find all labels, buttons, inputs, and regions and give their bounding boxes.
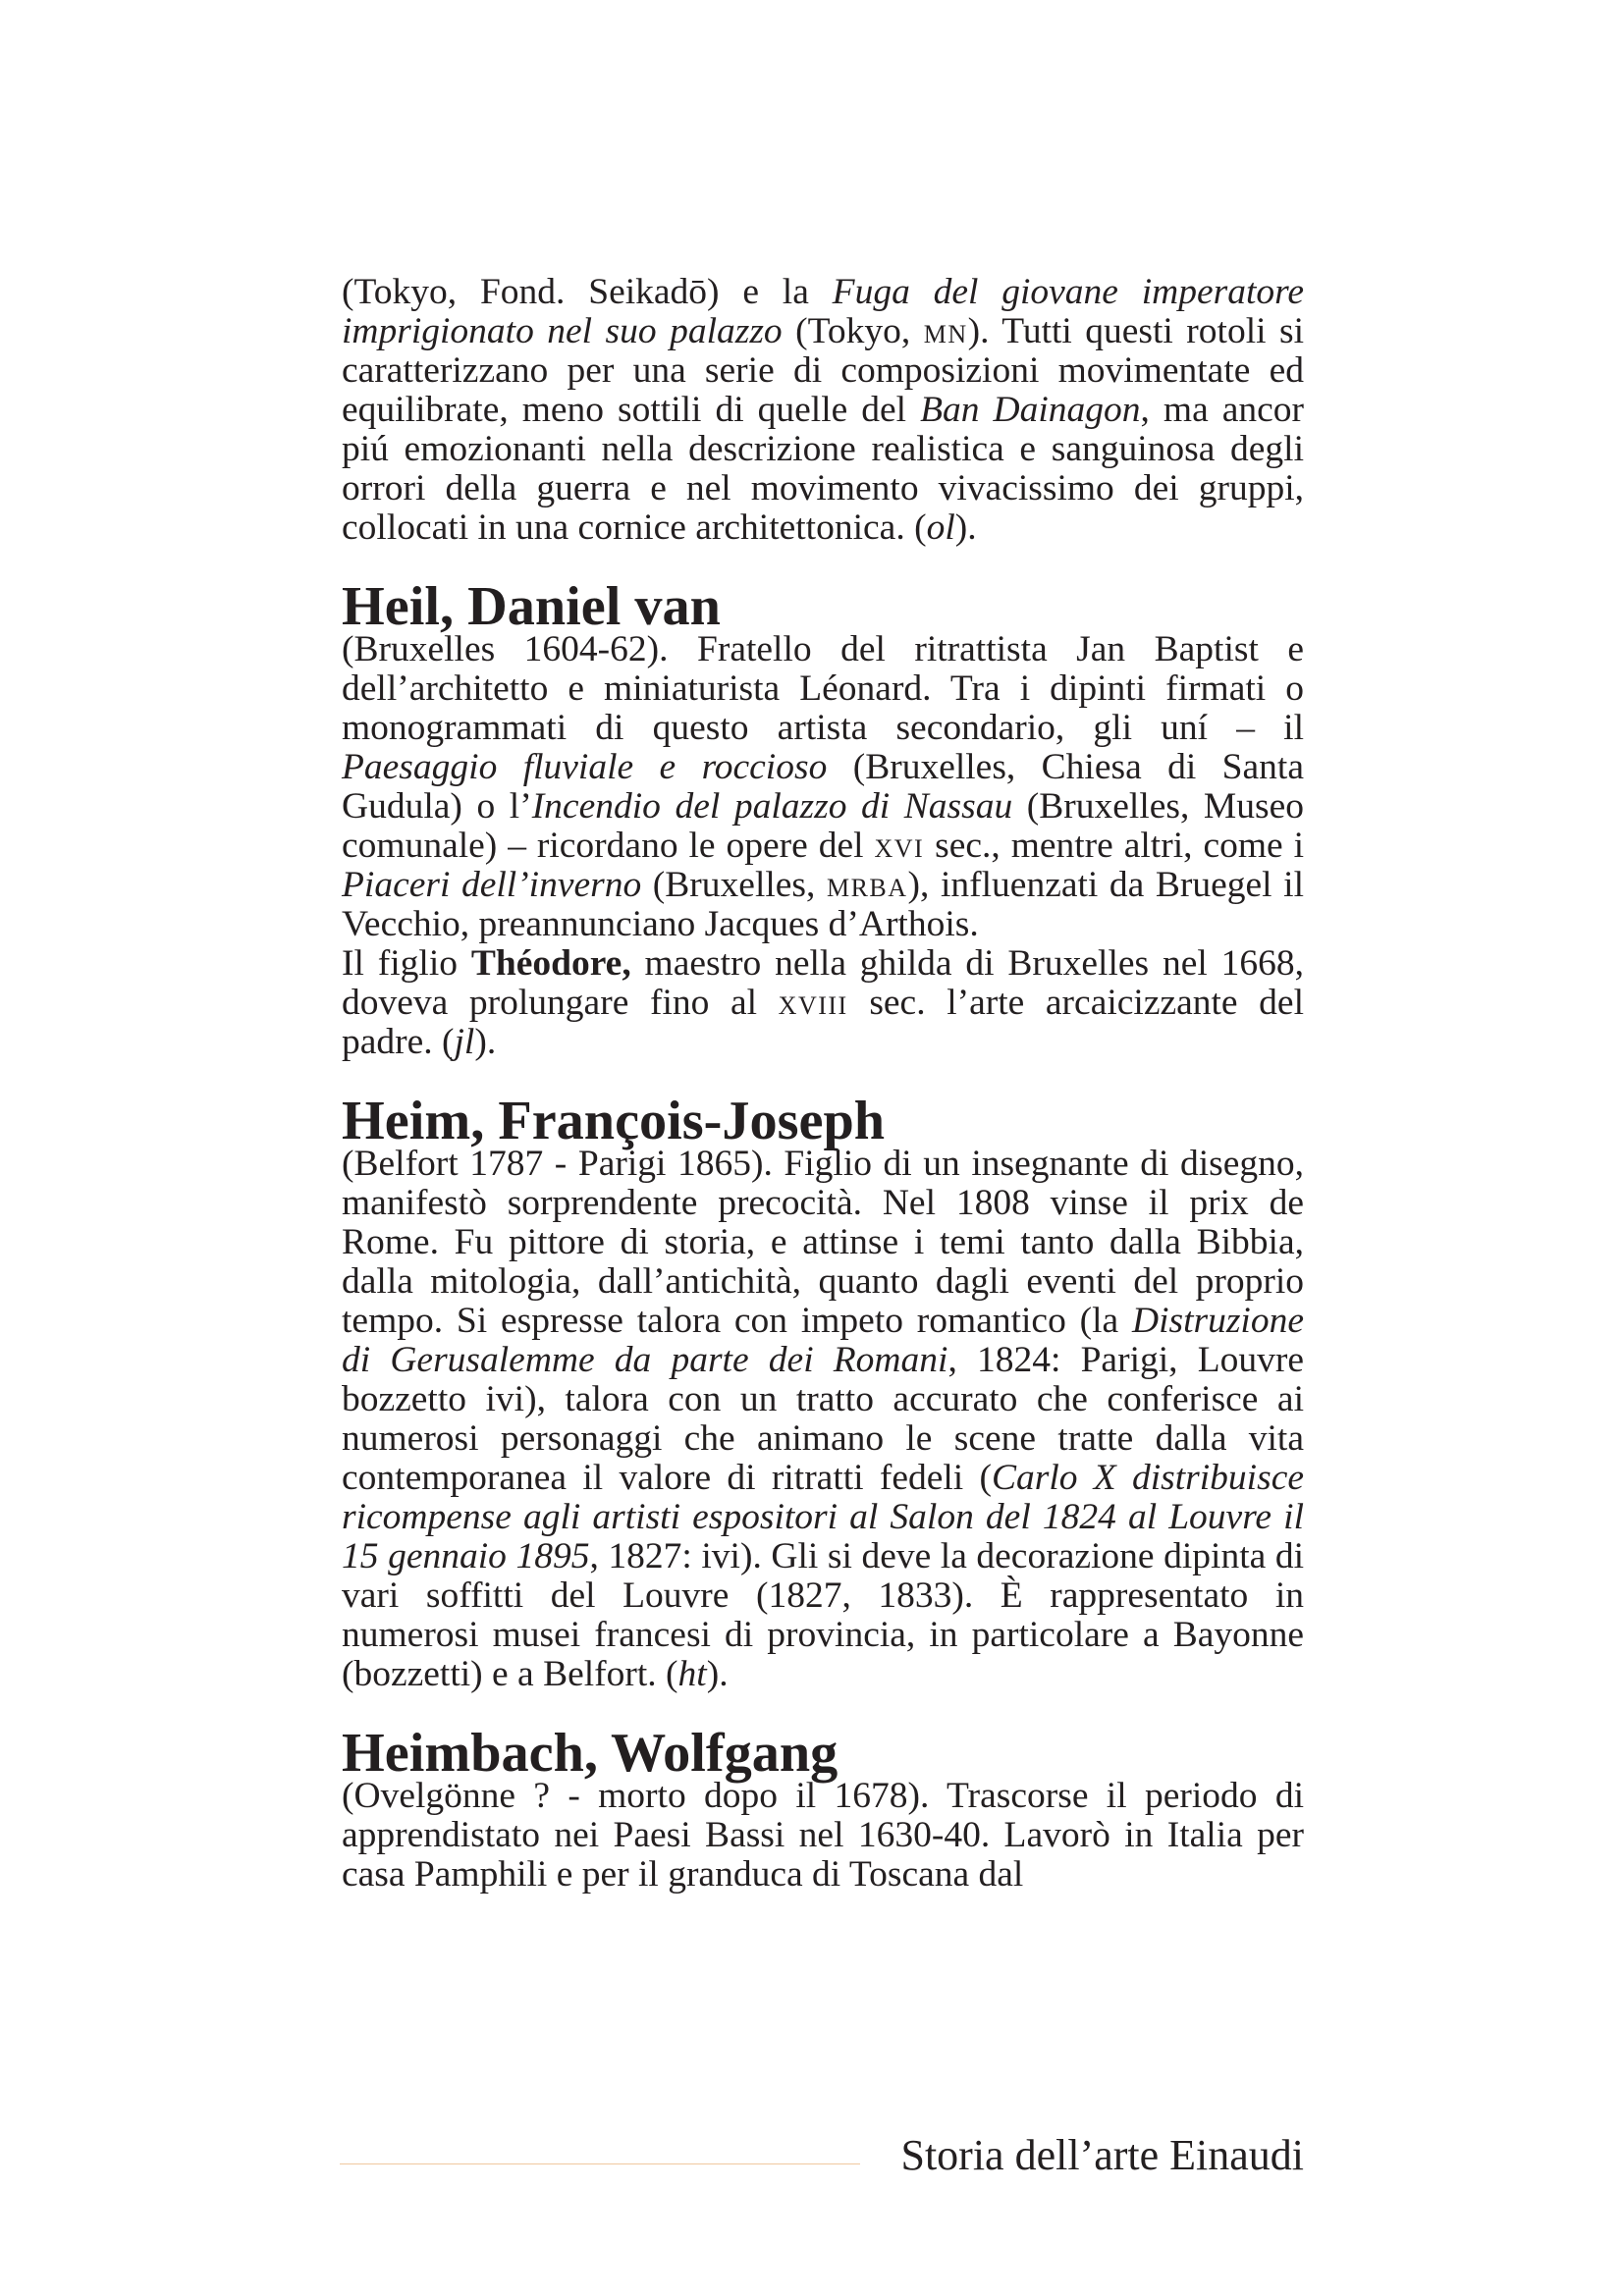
text-run: sec. l’arte arcaicizzante del padre. ( <box>342 983 1304 1062</box>
italic-title: Ban Dainagon <box>920 390 1141 430</box>
heil-paragraph-1 <box>342 630 1304 944</box>
italic-title: Piaceri dell’inverno <box>342 865 642 905</box>
heim-paragraph <box>342 1145 1304 1694</box>
italic-title: Carlo X distribuisce ricompense agli artisti espositori al Salon del 1824 al Louvre il 15 gennaio 1895 <box>342 1458 1304 1576</box>
italic-title: jl <box>454 1022 475 1062</box>
text-run: ). <box>954 507 977 548</box>
heil-paragraph-2 <box>342 944 1304 1062</box>
text-run: , 1824: Parigi, Louvre bozzetto ivi), talora con un tratto accurato che conferisce ai numerosi personaggi che animano le scene tratte dalla vita contemporanea il valore di ritratti fedeli ( <box>342 1340 1304 1498</box>
text-run: ). <box>706 1654 729 1694</box>
text-run: ). <box>474 1022 497 1062</box>
entry-heading-heim: Heim, François-Joseph <box>342 1091 886 1151</box>
text-run: (Bruxelles, Chiesa di Santa Gudula) o l’ <box>342 747 1304 827</box>
italic-title: ol <box>926 507 955 548</box>
text-run: (Ovelgönne ? - morto dopo il 1678). Trascorse il periodo di apprendistato nei Paesi Bassi nel 1630-40. Lavorò in Italia per casa Pamphili e per il granduca di Toscana dal <box>342 1776 1304 1895</box>
text-run: (Bruxelles, Museo comunale) – ricordano le opere del <box>342 786 1305 866</box>
text-run: (Bruxelles, <box>641 865 827 905</box>
italic-title: ht <box>677 1654 707 1694</box>
entry-heading-heil: Heil, Daniel van <box>342 576 721 637</box>
entry-heading-heimbach: Heimbach, Wolfgang <box>342 1723 839 1784</box>
page-body <box>342 273 1304 1895</box>
italic-title: Incendio del palazzo di Nassau <box>531 786 1013 827</box>
text-run: (Bruxelles 1604-62). Fratello del ritrattista Jan Baptist e dell’architetto e miniaturista Léonard. Tra i dipinti firmati o monogrammati di questo artista secondario, gli uní – il <box>342 629 1304 748</box>
small-caps-abbreviation: mrba <box>826 865 908 905</box>
page-footer <box>340 2130 1304 2189</box>
text-run: (Belfort 1787 - Parigi 1865). Figlio di un insegnante di disegno, manifestò sorprendente precocità. Nel 1808 vinse il prix de Rome. Fu pittore di storia, e attinse i temi tanto dalla Bibbia, dalla mitologia, dall’antichità, quanto dagli eventi del proprio tempo. Si espresse talora con impeto romantico (la <box>342 1144 1304 1341</box>
footer-title: Storia dell’arte Einaudi <box>900 2131 1304 2179</box>
continuation-paragraph <box>342 273 1304 548</box>
small-caps-abbreviation: xvi <box>874 826 925 866</box>
text-run: ), influenzati da Bruegel il Vecchio, preannunciano Jacques d’Arthois. <box>342 865 1304 944</box>
text-run: sec., mentre altri, come i <box>924 826 1305 866</box>
footer-rule <box>340 2163 860 2164</box>
text-run: , ma ancor piú emozionanti nella descrizione realistica e sanguinosa degli orrori della guerra e nel movimento vivacissimo dei gruppi, collocati in una cornice architettonica. ( <box>342 390 1305 548</box>
small-caps-abbreviation: mn <box>923 311 968 351</box>
italic-title: Distruzione di Gerusalemme da parte dei Romani <box>342 1301 1304 1380</box>
text-run: maestro nella ghilda di Bruxelles nel 1668, doveva prolungare fino al <box>342 943 1304 1023</box>
italic-title: Paesaggio fluviale e roccioso <box>342 747 828 787</box>
text-run: (Tokyo, <box>782 311 924 351</box>
small-caps-abbreviation: xviii <box>778 983 848 1023</box>
text-run: Il figlio <box>342 943 471 984</box>
text-run: (Tokyo, Fond. Seikadō) e la <box>342 272 833 312</box>
text-run: , 1827: ivi). Gli si deve la decorazione dipinta di vari soffitti del Louvre (1827, 1833). È rappresentato in numerosi musei francesi di provincia, in particolare a Bayonne (bozzetti) e a Belfort. ( <box>342 1536 1304 1694</box>
heimbach-paragraph <box>342 1777 1304 1895</box>
text-run: ). Tutti questi rotoli si caratterizzano per una serie di composizioni movimentate ed equilibrate, meno sottili di quelle del <box>342 311 1304 430</box>
italic-title: Fuga del giovane imperatore imprigionato nel suo palazzo <box>342 272 1304 351</box>
bold-name: Théodore, <box>470 943 631 984</box>
